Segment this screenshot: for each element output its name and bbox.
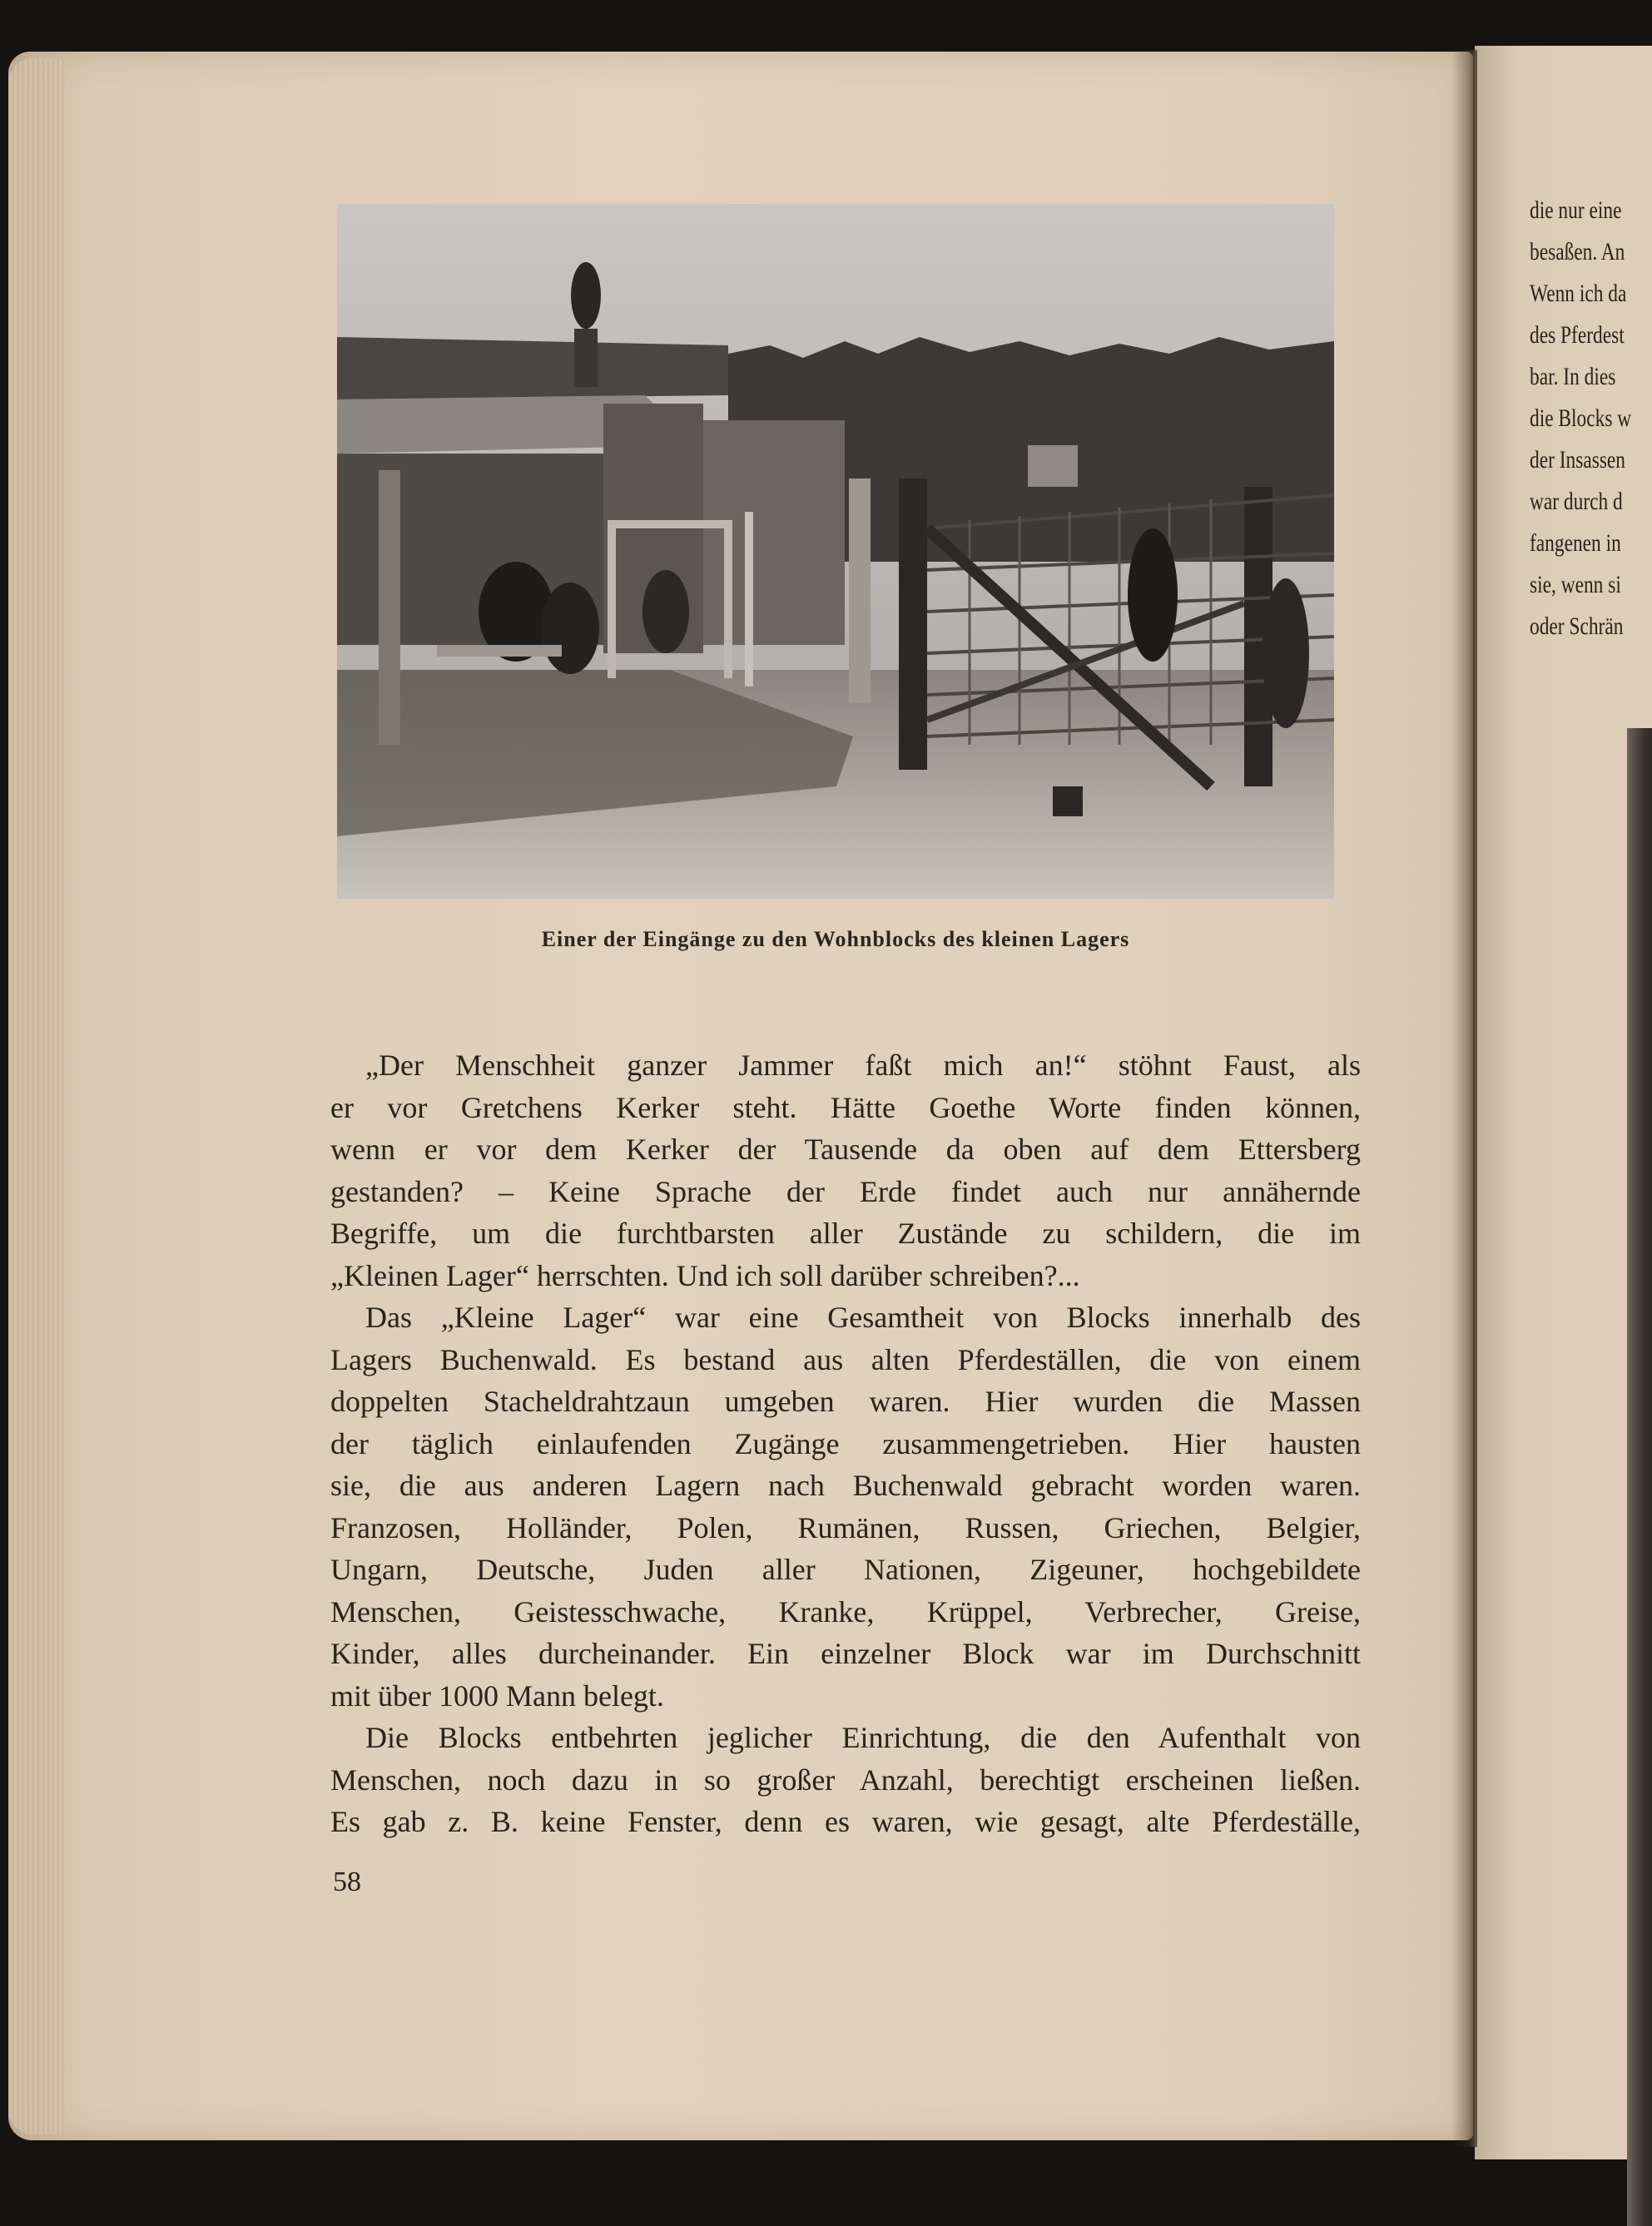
right-text-line: war durch d xyxy=(1530,488,1623,515)
photo-caption: Einer der Eingänge zu den Wohnblocks des kleinen Lagers xyxy=(541,927,1130,951)
text-line: Das „Kleine Lager“ war eine Gesamtheit von Blocks innerhalb des xyxy=(365,1301,1361,1334)
right-text-line: Wenn ich da xyxy=(1530,280,1627,307)
book-gutter xyxy=(1452,50,1477,2147)
text-line: Lagers Buchenwald. Es bestand aus alten Pferdeställen, die von einem xyxy=(330,1342,1361,1376)
text-line: er vor Gretchens Kerker steht. Hätte Goethe Worte finden können, xyxy=(330,1090,1361,1124)
text-line: sie, die aus anderen Lagern nach Buchenwald gebracht worden waren. xyxy=(330,1469,1361,1502)
text-line: der täglich einlaufenden Zugänge zusammengetrieben. Hier hausten xyxy=(330,1426,1361,1460)
text-line: „Der Menschheit ganzer Jammer faßt mich an!“ stöhnt Faust, als xyxy=(365,1049,1361,1082)
text-line: doppelten Stacheldrahtzaun umgeben waren. Hier wurden die Massen xyxy=(330,1385,1361,1418)
page-stack-edge xyxy=(8,58,67,2134)
right-text-line: die Blocks w xyxy=(1530,404,1632,432)
right-text-line: besaßen. An xyxy=(1530,238,1625,265)
text-line: Kinder, alles durcheinander. Ein einzelner Block war im Durchschnitt xyxy=(330,1637,1361,1670)
text-line: gestanden? – Keine Sprache der Erde findet auch nur annähernde xyxy=(330,1174,1361,1208)
text-line: Begriffe, um die furchtbarsten aller Zustände zu schildern, die im xyxy=(330,1217,1361,1250)
text-line: Menschen, noch dazu in so großer Anzahl, berechtigt erscheinen ließen. xyxy=(330,1762,1361,1797)
right-page-photo-edge xyxy=(1627,728,1652,2226)
body-text xyxy=(330,1044,1361,1843)
text-line: „Kleinen Lager“ herrschten. Und ich soll darüber schreiben?... xyxy=(330,1258,1080,1292)
right-page-text xyxy=(1530,190,1634,647)
text-line: Ungarn, Deutsche, Juden aller Nationen, Zigeuner, hochgebildete xyxy=(330,1553,1361,1586)
camp-entrance-photo xyxy=(337,204,1334,899)
right-text-line: der Insassen xyxy=(1530,446,1626,473)
right-text-line: sie, wenn si xyxy=(1530,571,1621,598)
text-line: Franzosen, Holländer, Polen, Rumänen, Russen, Griechen, Belgier, xyxy=(330,1510,1361,1544)
right-text-line: die nur eine xyxy=(1530,196,1622,224)
page-number: 58 xyxy=(333,1867,361,1897)
text-line: Die Blocks entbehrten jeglicher Einrichtung, die den Aufenthalt von xyxy=(365,1721,1361,1754)
text-line: wenn er vor dem Kerker der Tausende da oben auf dem Ettersberg xyxy=(330,1133,1361,1166)
text-line: Es gab z. B. keine Fenster, denn es waren, wie gesagt, alte Pferdeställe, xyxy=(330,1805,1361,1838)
right-text-line: fangenen in xyxy=(1530,529,1621,557)
right-text-line: des Pferdest xyxy=(1530,321,1625,349)
right-text-line: oder Schrän xyxy=(1530,612,1624,640)
text-line: mit über 1000 Mann belegt. xyxy=(330,1678,664,1713)
right-text-line: bar. In dies xyxy=(1530,363,1616,390)
text-line: Menschen, Geistesschwache, Kranke, Krüppel, Verbrecher, Greise, xyxy=(330,1594,1361,1629)
